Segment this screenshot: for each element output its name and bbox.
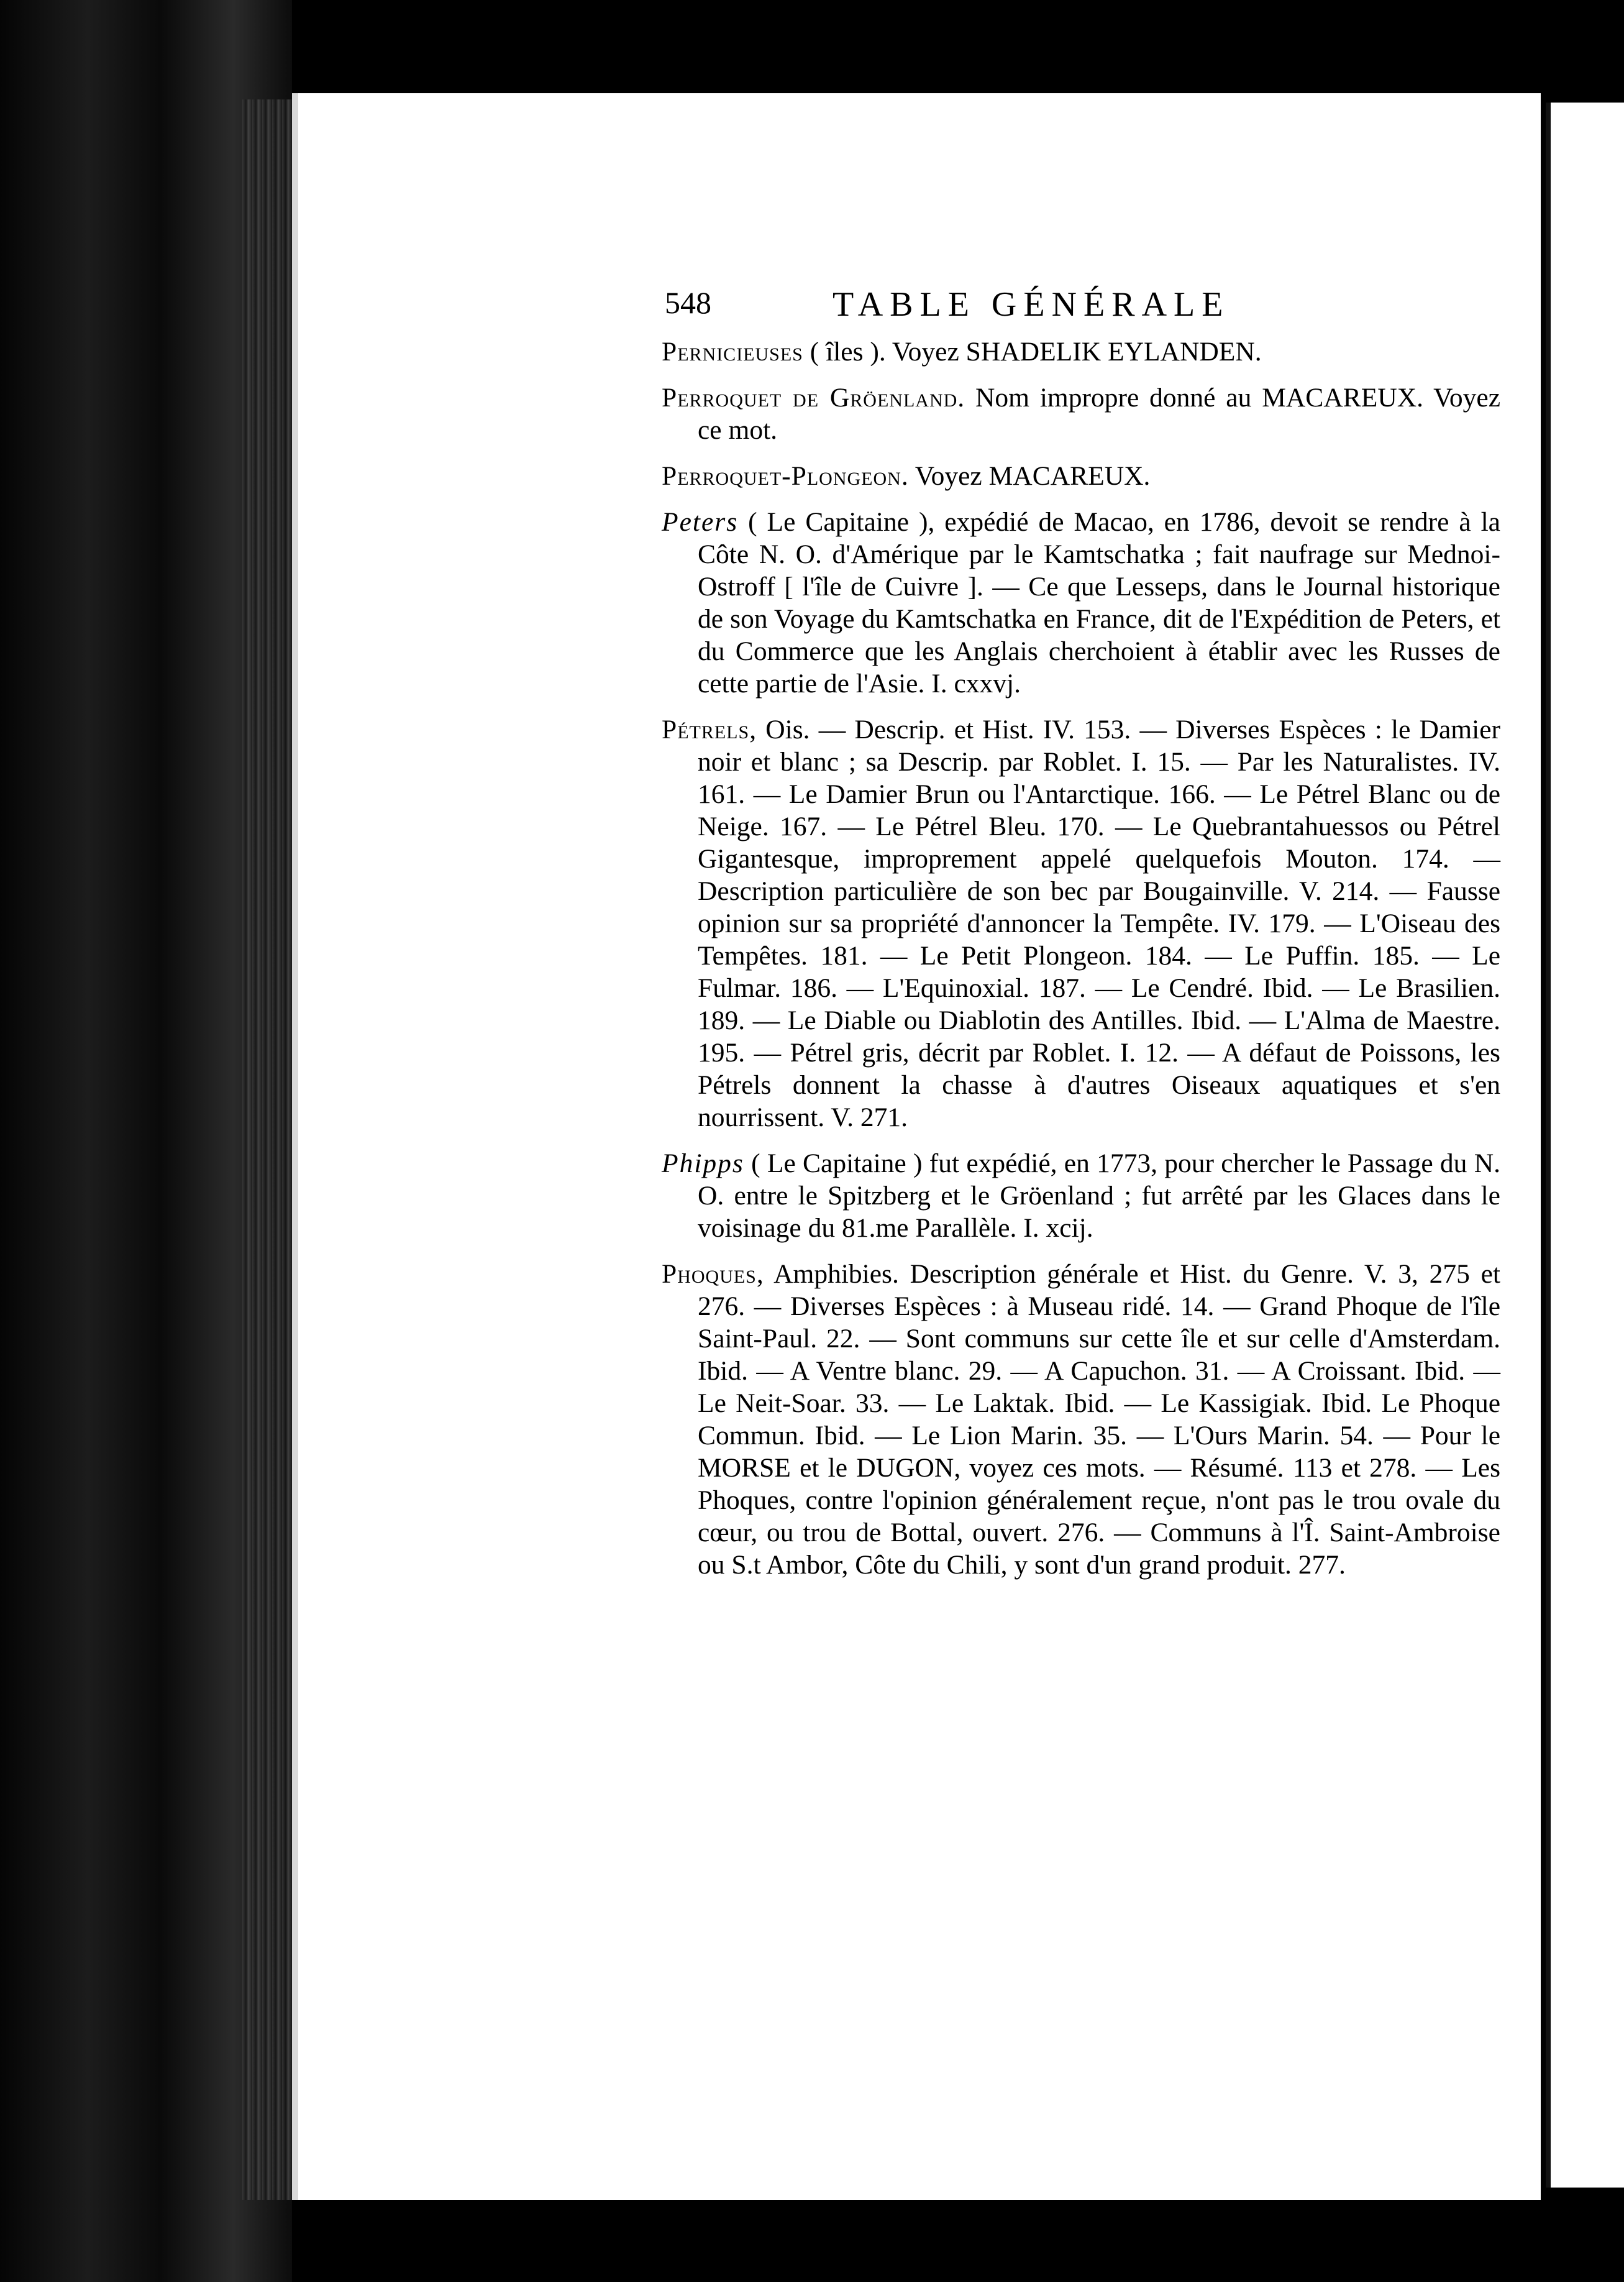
index-entry — [662, 506, 1500, 700]
entry-headword: Peters — [662, 507, 739, 537]
entry-headword: Phipps — [662, 1148, 744, 1178]
index-entry — [662, 1258, 1500, 1581]
entry-headword: Pétrels, — [662, 715, 757, 745]
entry-text: Ois. — Descrip. et Hist. IV. 153. — Diverses Espèces : le Damier noir et blanc ; sa Descrip. par Roblet. I. 15. — Par les Naturalistes. IV. 161. — Le Damier Brun ou l'Antarctique. 166. — Le Pétrel Blanc ou de Neige. 167. — Le Pétrel Bleu. 170. — Le Quebrantahuessos ou Pétrel Gigantesque, improprement appelé quelquefois Mouton. 174. — Description particulière de son bec par Bougainville. V. 214. — Fausse opinion sur sa propriété d'annoncer la Tempête. IV. 179. — L'Oiseau des Tempêtes. 181. — Le Petit Plongeon. 184. — Le Puffin. 185. — Le Fulmar. 186. — L'Equinoxial. 187. — Le Cendré. Ibid. — Le Brasilien. 189. — Le Diable ou Diablotin des Antilles. Ibid. — L'Alma de Maestre. 195. — Pétrel gris, décrit par Roblet. I. 12. — A défaut de Poissons, les Pétrels donnent la chasse à d'autres Oiseaux aquatiques et s'en nourrissent. V. 271. — [698, 715, 1500, 1132]
entry-headword: Perroquet-Plongeon. — [662, 461, 909, 491]
facing-page-edge — [1546, 103, 1624, 2188]
entry-headword: Phoques, — [662, 1259, 764, 1289]
running-title: TABLE GÉNÉRALE — [833, 285, 1230, 324]
entry-headword: Perroquet de Gröenland. — [662, 383, 965, 413]
index-entry — [662, 1147, 1500, 1244]
entry-text: Amphibies. Description générale et Hist. du Genre. V. 3, 275 et 276. — Diverses Espèces : à Museau ridé. 14. — Grand Phoque de l'île Saint-Paul. 22. — Sont communs sur cette île et sur celle d'Amsterdam. Ibid. — A Ventre blanc. 29. — A Capuchon. 31. — A Croissant. Ibid. — Le Neit-Soar. 33. — Le Laktak. Ibid. — Le Kassigiak. Ibid. Le Phoque Commun. Ibid. — Le Lion Marin. 35. — L'Ours Marin. 54. — Pour le MORSE et le DUGON, voyez ces mots. — Résumé. 113 et 278. — Les Phoques, contre l'opinion généralement reçue, n'ont pas le trou ovale du cœur, ou trou de Bottal, ouvert. 276. — Communs à l'Î. Saint-Ambroise ou S.t Ambor, Côte du Chili, y sont d'un grand produit. 277. — [698, 1259, 1500, 1580]
index-entries — [662, 336, 1500, 1581]
page-number: 548 — [665, 285, 711, 320]
entry-text: Voyez MACAREUX. — [908, 461, 1151, 491]
index-entry — [662, 336, 1500, 368]
entry-text: ( Le Capitaine ) fut expédié, en 1773, pour chercher le Passage du N. O. entre le Spitzberg et le Gröenland ; fut arrêté par les Glaces dans le voisinage du 81.me Parallèle. I. xcij. — [698, 1148, 1500, 1243]
index-entry — [662, 382, 1500, 446]
index-entry — [662, 713, 1500, 1134]
running-head — [662, 273, 1500, 336]
entry-text: ( îles ). Voyez SHADELIK EYLANDEN. — [803, 337, 1262, 367]
entry-headword: Pernicieuses — [662, 337, 803, 367]
index-entry — [662, 460, 1500, 492]
page-content — [662, 273, 1500, 1595]
entry-text: Nom impropre donné au MACAREUX. Voyez ce mot. — [698, 383, 1501, 445]
entry-text: ( Le Capitaine ), expédié de Macao, en 1786, devoit se rendre à la Côte N. O. d'Amérique par le Kamtschatka ; fait naufrage sur Mednoi-Ostroff [ l'île de Cuivre ]. — Ce que Lesseps, dans le Journal historique de son Voyage du Kamtschatka en France, dit de l'Expédition de Peters, et du Commerce que les Anglais cherchoient à établir avec les Russes de cette partie de l'Asie. I. cxxvj. — [698, 507, 1500, 699]
